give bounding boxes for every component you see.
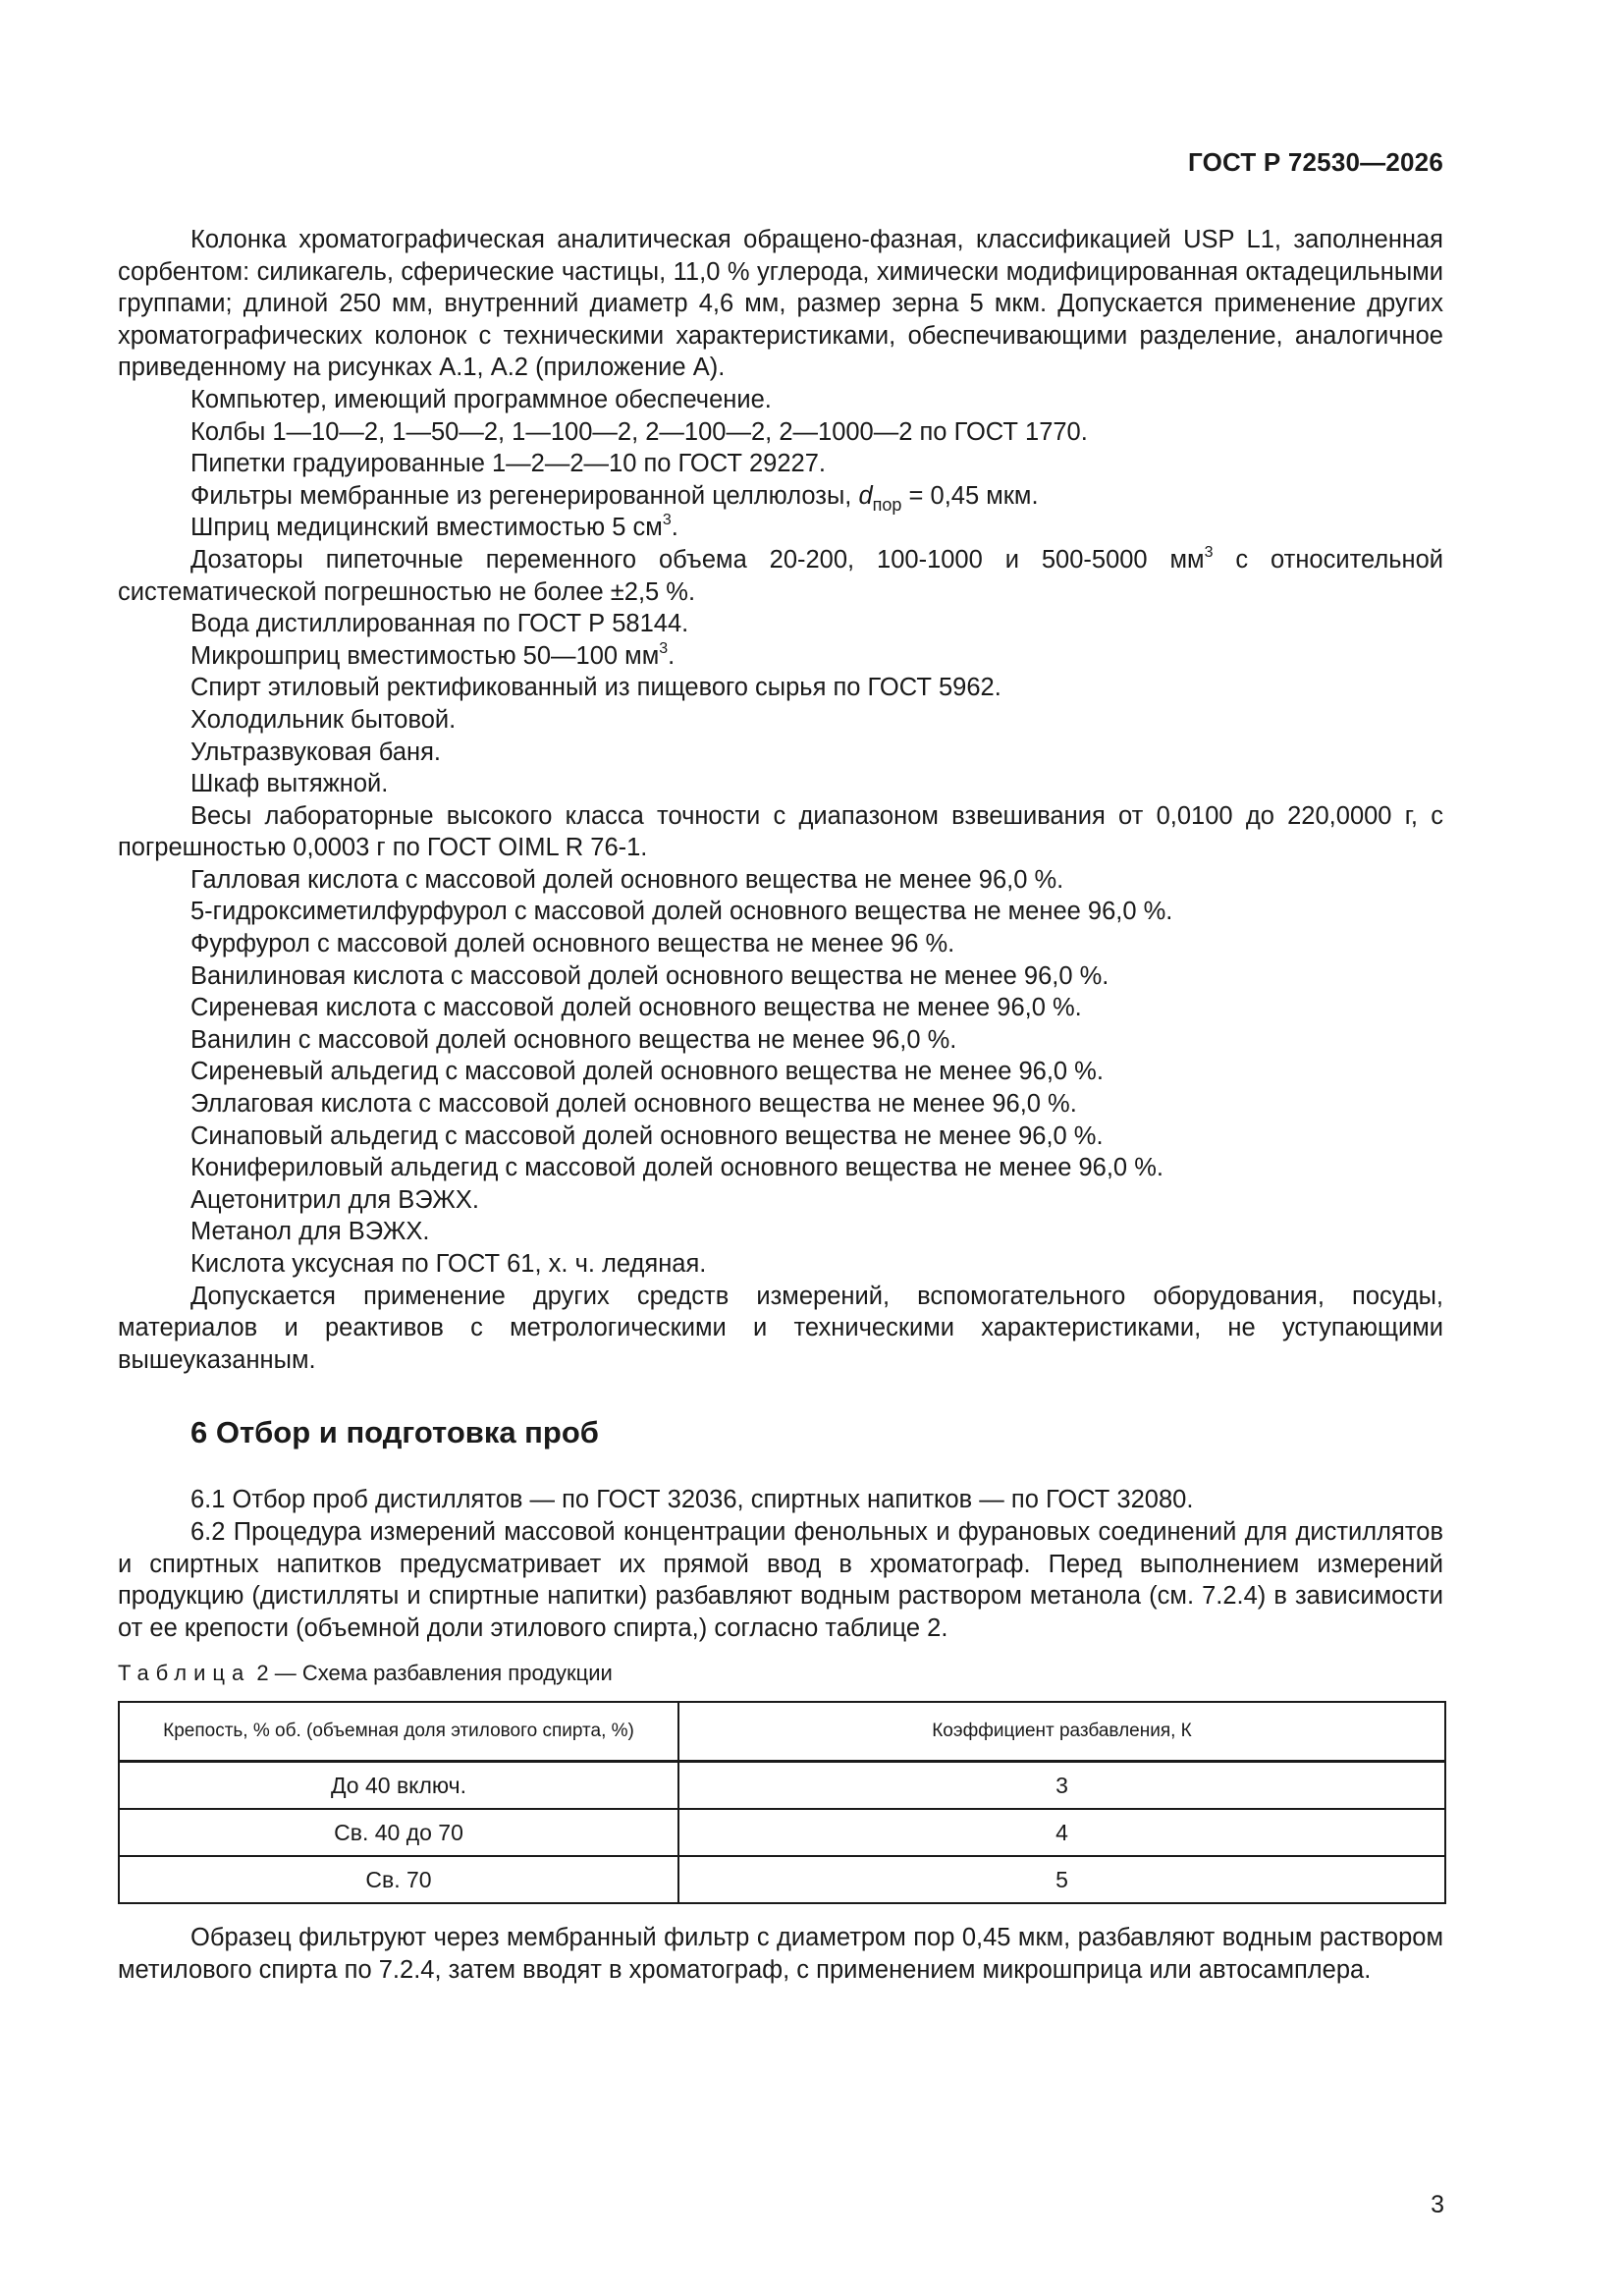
text: . xyxy=(671,514,678,542)
document-header: ГОСТ Р 72530—2026 xyxy=(1188,147,1443,177)
paragraph-after-table: Образец фильтруют через мембранный фильтр с диаметром пор 0,45 мкм, разбавляют водным раствором метилового спирта по 7.2.4, затем вводят в хроматограф, с применением микрошприца или автосамплера. xyxy=(118,1924,1443,1984)
text: Колонка хроматографическая аналитическая обращено-фазная, классификацией USP L1, заполненная сорбентом: силикагель, сферические частицы, 11,0 % углерода, химически модифицированная октадецильными группами; длиной 250 мм, внутренний диаметр 4,6 мм, размер зерна 5 мкм. Допускается применение других хроматографических колонок с техническими характеристиками, обеспечивающими разделение, аналогичное приведенному на рисунках А.1, А.2 (приложение А). xyxy=(118,226,1443,382)
table-cell: Св. 40 до 70 xyxy=(119,1809,678,1856)
paragraph-gallic-acid xyxy=(118,864,1443,897)
paragraph-fridge xyxy=(118,704,1443,737)
text: Кислота уксусная по ГОСТ 61, х. ч. ледяная. xyxy=(190,1250,707,1278)
text: = 0,45 мкм. xyxy=(901,481,1039,510)
paragraph-ellagic-acid xyxy=(118,1088,1443,1121)
paragraph-pipettes xyxy=(118,448,1443,480)
superscript: 3 xyxy=(1204,543,1214,561)
table-header-row xyxy=(119,1702,1445,1762)
table-row xyxy=(119,1762,1445,1810)
text: Сиреневая кислота с массовой долей основного вещества не менее 96,0 %. xyxy=(190,994,1082,1022)
dilution-table xyxy=(118,1701,1446,1904)
subscript: пор xyxy=(872,494,902,515)
text: Конифериловый альдегид с массовой долей основного вещества не менее 96,0 %. xyxy=(190,1154,1163,1182)
text: Пипетки градуированные 1—2—2—10 по ГОСТ 29227. xyxy=(190,450,826,478)
table-caption xyxy=(118,1660,1443,1687)
text: Весы лабораторные высокого класса точности с диапазоном взвешивания от 0,0100 до 220,0000 г, с погрешностью 0,0003 г по ГОСТ OIML R 76-1. xyxy=(118,801,1443,862)
table-header-cell: Коэффициент разбавления, К xyxy=(678,1702,1445,1762)
caption-text: 2 — Схема разбавления продукции xyxy=(250,1661,613,1686)
text: Фурфурол с массовой долей основного вещества не менее 96 %. xyxy=(190,930,955,958)
paragraph-flasks xyxy=(118,416,1443,449)
text: Микрошприц вместимостью 50—100 мм xyxy=(190,641,660,670)
text: Ультразвуковая баня. xyxy=(190,738,441,766)
text: Дозаторы пипеточные переменного объема 20-200, 100-1000 и 500-5000 мм xyxy=(190,545,1205,574)
document-body xyxy=(118,224,1443,1987)
paragraph-acetonitrile xyxy=(118,1184,1443,1217)
paragraph-furfural xyxy=(118,928,1443,960)
text: Сиреневый альдегид с массовой долей основного вещества не менее 96,0 %. xyxy=(190,1058,1104,1086)
text: с относительной систематической погрешностью не более ±2,5 %. xyxy=(118,545,1443,606)
italic-symbol: d xyxy=(858,481,873,510)
table-row xyxy=(119,1856,1445,1903)
text: Холодильник бытовой. xyxy=(190,705,457,734)
text: Эллаговая кислота с массовой долей основного вещества не менее 96,0 %. xyxy=(190,1090,1077,1119)
text: Метанол для ВЭЖХ. xyxy=(190,1218,430,1246)
paragraph-methanol xyxy=(118,1216,1443,1248)
text: Вода дистиллированная по ГОСТ Р 58144. xyxy=(190,610,689,638)
text: Допускается применение других средств измерений, вспомогательного оборудования, посуды, материалов и реактивов с метрологическими и техническими характеристиками, не уступающими вышеуказанным. xyxy=(118,1282,1443,1374)
paragraph-syringaldehyde xyxy=(118,1056,1443,1088)
paragraph-acetic-acid xyxy=(118,1248,1443,1281)
text: Шприц медицинский вместимостью 5 см xyxy=(190,514,663,542)
paragraph-fumehood xyxy=(118,768,1443,800)
paragraph-ethanol xyxy=(118,672,1443,704)
text: Фильтры мембранные из регенерированной целлюлозы, xyxy=(190,481,859,510)
text: 5-гидроксиметилфурфурол с массовой долей основного вещества не менее 96,0 %. xyxy=(190,898,1173,926)
text: Спирт этиловый ректификованный из пищевого сырья по ГОСТ 5962. xyxy=(190,674,1001,702)
paragraph-sinapaldehyde xyxy=(118,1121,1443,1153)
paragraph-scales xyxy=(118,800,1443,864)
text: Синаповый альдегид с массовой долей основного вещества не менее 96,0 %. xyxy=(190,1121,1104,1150)
paragraph-filters xyxy=(118,480,1443,513)
paragraph-vanillic-acid xyxy=(118,960,1443,993)
page-number: 3 xyxy=(1431,2191,1444,2218)
table-cell: 3 xyxy=(678,1762,1445,1810)
paragraph-ultrasonic xyxy=(118,737,1443,769)
text: . xyxy=(668,641,676,670)
table-header-cell: Крепость, % об. (объемная доля этилового спирта, %) xyxy=(119,1702,678,1762)
paragraph-hmf xyxy=(118,896,1443,928)
paragraph-water xyxy=(118,608,1443,640)
paragraph-dispensers xyxy=(118,544,1443,608)
paragraph-alternatives xyxy=(118,1281,1443,1377)
text: Ванилиновая кислота с массовой долей основного вещества не менее 96,0 %. xyxy=(190,961,1109,990)
text: Ацетонитрил для ВЭЖХ. xyxy=(190,1185,479,1214)
paragraph-coniferaldehyde xyxy=(118,1152,1443,1184)
text: Галловая кислота с массовой долей основного вещества не менее 96,0 %. xyxy=(190,865,1064,894)
paragraph-microsyringe xyxy=(118,640,1443,673)
table-cell: 4 xyxy=(678,1809,1445,1856)
paragraph-column xyxy=(118,224,1443,384)
superscript: 3 xyxy=(659,639,669,657)
text: Ванилин с массовой долей основного вещества не менее 96,0 %. xyxy=(190,1025,957,1054)
paragraph-syringic-acid xyxy=(118,992,1443,1024)
text: Шкаф вытяжной. xyxy=(190,770,389,798)
text: Компьютер, имеющий программное обеспечение. xyxy=(190,385,772,413)
paragraph-computer xyxy=(118,384,1443,416)
superscript: 3 xyxy=(662,512,672,529)
text: Колбы 1—10—2, 1—50—2, 1—100—2, 2—100—2, 2—1000—2 по ГОСТ 1770. xyxy=(190,417,1088,446)
table-cell: 5 xyxy=(678,1856,1445,1903)
paragraph-6-1: 6.1 Отбор проб дистиллятов — по ГОСТ 32036, спиртных напитков — по ГОСТ 32080. xyxy=(190,1486,1194,1514)
table-row xyxy=(119,1809,1445,1856)
paragraph-6-2: 6.2 Процедура измерений массовой концентрации фенольных и фурановых соединений для дистиллятов и спиртных напитков предусматривает их прямой ввод в хроматограф. Перед выполнением измерений продукцию (дистилляты и спиртные напитки) разбавляют водным раствором метанола (см. 7.2.4) в зависимости от ее крепости (объемной доли этилового спирта,) согласно таблице 2. xyxy=(118,1517,1443,1642)
paragraph-vanillin xyxy=(118,1024,1443,1057)
caption-label: Таблица xyxy=(118,1661,251,1686)
section-heading: 6 Отбор и подготовка проб xyxy=(190,1415,599,1450)
table-cell: Св. 70 xyxy=(119,1856,678,1903)
table-cell: До 40 включ. xyxy=(119,1762,678,1810)
paragraph-syringe xyxy=(118,512,1443,544)
